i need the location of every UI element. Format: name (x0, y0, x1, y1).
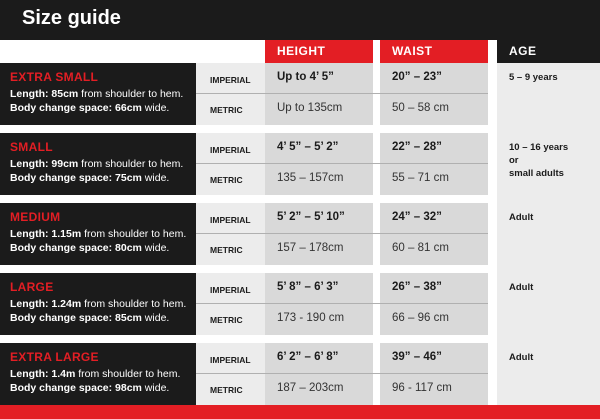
unit-label-imperial: IMPERIAL (210, 285, 251, 295)
size-name: SMALL (10, 140, 53, 154)
age-line: or (509, 155, 519, 166)
height-metric: 187 – 203cm (277, 382, 344, 394)
waist-imperial: 26” – 38” (392, 281, 442, 293)
unit-label-metric: METRIC (210, 385, 243, 395)
waist-metric: 60 – 81 cm (392, 242, 449, 254)
body-space-label: Body change space: 75cm (10, 172, 142, 184)
age-value (509, 141, 568, 180)
waist-imperial: 39” – 46” (392, 351, 442, 363)
unit-cell-bg (196, 203, 265, 265)
column-header-waist: WAIST (380, 40, 488, 63)
unit-cell-bg (196, 63, 265, 125)
unit-label-imperial: IMPERIAL (210, 355, 251, 365)
size-length (10, 298, 186, 310)
age-line: Adult (509, 282, 534, 293)
height-metric: Up to 135cm (277, 102, 343, 114)
row-gap (0, 125, 497, 133)
row-mid-divider (196, 233, 488, 234)
body-space-suffix: wide. (141, 172, 170, 184)
unit-label-metric: METRIC (210, 175, 243, 185)
length-label: Length: 1.4m (10, 368, 76, 380)
age-line: Adult (509, 212, 534, 223)
size-body-space (10, 102, 169, 114)
waist-metric: 50 – 58 cm (392, 102, 449, 114)
length-suffix: from shoulder to hem. (81, 298, 187, 310)
row-gap (0, 335, 497, 343)
body-space-suffix: wide. (141, 312, 170, 324)
size-length (10, 158, 183, 170)
header-bar (0, 0, 600, 40)
column-header-height: HEIGHT (265, 40, 373, 63)
size-body-space (10, 312, 169, 324)
column-header-age: AGE (497, 40, 600, 63)
age-value (509, 351, 533, 364)
waist-metric: 96 - 117 cm (392, 382, 452, 394)
waist-metric: 66 – 96 cm (392, 312, 449, 324)
age-value (509, 211, 533, 224)
size-label-block (0, 273, 196, 335)
age-value (509, 281, 533, 294)
unit-cell-bg (196, 343, 265, 405)
size-length (10, 88, 183, 100)
row-gap (0, 195, 497, 203)
size-label-block (0, 133, 196, 195)
page-title: Size guide (22, 7, 121, 29)
height-imperial: 6’ 2” – 6’ 8” (277, 351, 339, 363)
unit-label-imperial: IMPERIAL (210, 145, 251, 155)
height-metric: 157 – 178cm (277, 242, 344, 254)
size-length (10, 368, 180, 380)
length-label: Length: 1.15m (10, 228, 82, 240)
waist-imperial: 20” – 23” (392, 71, 442, 83)
size-label-block (0, 203, 196, 265)
length-suffix: from shoulder to hem. (78, 158, 184, 170)
unit-cell-bg (196, 133, 265, 195)
height-imperial: 5’ 8” – 6’ 3” (277, 281, 339, 293)
unit-cell-bg (196, 273, 265, 335)
row-mid-divider (196, 93, 488, 94)
age-line: small adults (509, 168, 564, 179)
unit-label-imperial: IMPERIAL (210, 75, 251, 85)
row-mid-divider (196, 373, 488, 374)
body-space-suffix: wide. (141, 242, 170, 254)
age-line: 10 – 16 years (509, 142, 569, 153)
length-suffix: from shoulder to hem. (81, 228, 187, 240)
age-line: 5 – 9 years (509, 72, 558, 83)
length-label: Length: 1.24m (10, 298, 82, 310)
waist-imperial: 22” – 28” (392, 141, 442, 153)
length-label: Length: 99cm (10, 158, 79, 170)
size-body-space (10, 382, 169, 394)
size-name: EXTRA SMALL (10, 70, 99, 84)
body-space-label: Body change space: 66cm (10, 102, 142, 114)
body-space-suffix: wide. (141, 382, 170, 394)
size-body-space (10, 172, 169, 184)
size-name: MEDIUM (10, 210, 61, 224)
age-line: Adult (509, 352, 534, 363)
unit-label-metric: METRIC (210, 315, 243, 325)
row-gap (0, 265, 497, 273)
size-length (10, 228, 186, 240)
unit-label-imperial: IMPERIAL (210, 215, 251, 225)
height-imperial: 4’ 5” – 5’ 2” (277, 141, 339, 153)
height-imperial: Up to 4’ 5” (277, 71, 334, 83)
unit-label-metric: METRIC (210, 245, 243, 255)
length-suffix: from shoulder to hem. (75, 368, 181, 380)
size-name: EXTRA LARGE (10, 350, 99, 364)
unit-label-metric: METRIC (210, 105, 243, 115)
height-metric: 135 – 157cm (277, 172, 344, 184)
body-space-suffix: wide. (141, 102, 170, 114)
body-space-label: Body change space: 80cm (10, 242, 142, 254)
waist-imperial: 24” – 32” (392, 211, 442, 223)
size-label-block (0, 343, 196, 405)
age-value (509, 71, 558, 84)
body-space-label: Body change space: 85cm (10, 312, 142, 324)
size-label-block (0, 63, 196, 125)
row-mid-divider (196, 303, 488, 304)
size-body-space (10, 242, 169, 254)
row-mid-divider (196, 163, 488, 164)
size-name: LARGE (10, 280, 54, 294)
waist-metric: 55 – 71 cm (392, 172, 449, 184)
height-metric: 173 - 190 cm (277, 312, 345, 324)
length-suffix: from shoulder to hem. (78, 88, 184, 100)
body-space-label: Body change space: 98cm (10, 382, 142, 394)
height-imperial: 5’ 2” – 5’ 10” (277, 211, 345, 223)
bottom-bar (0, 405, 600, 419)
length-label: Length: 85cm (10, 88, 79, 100)
